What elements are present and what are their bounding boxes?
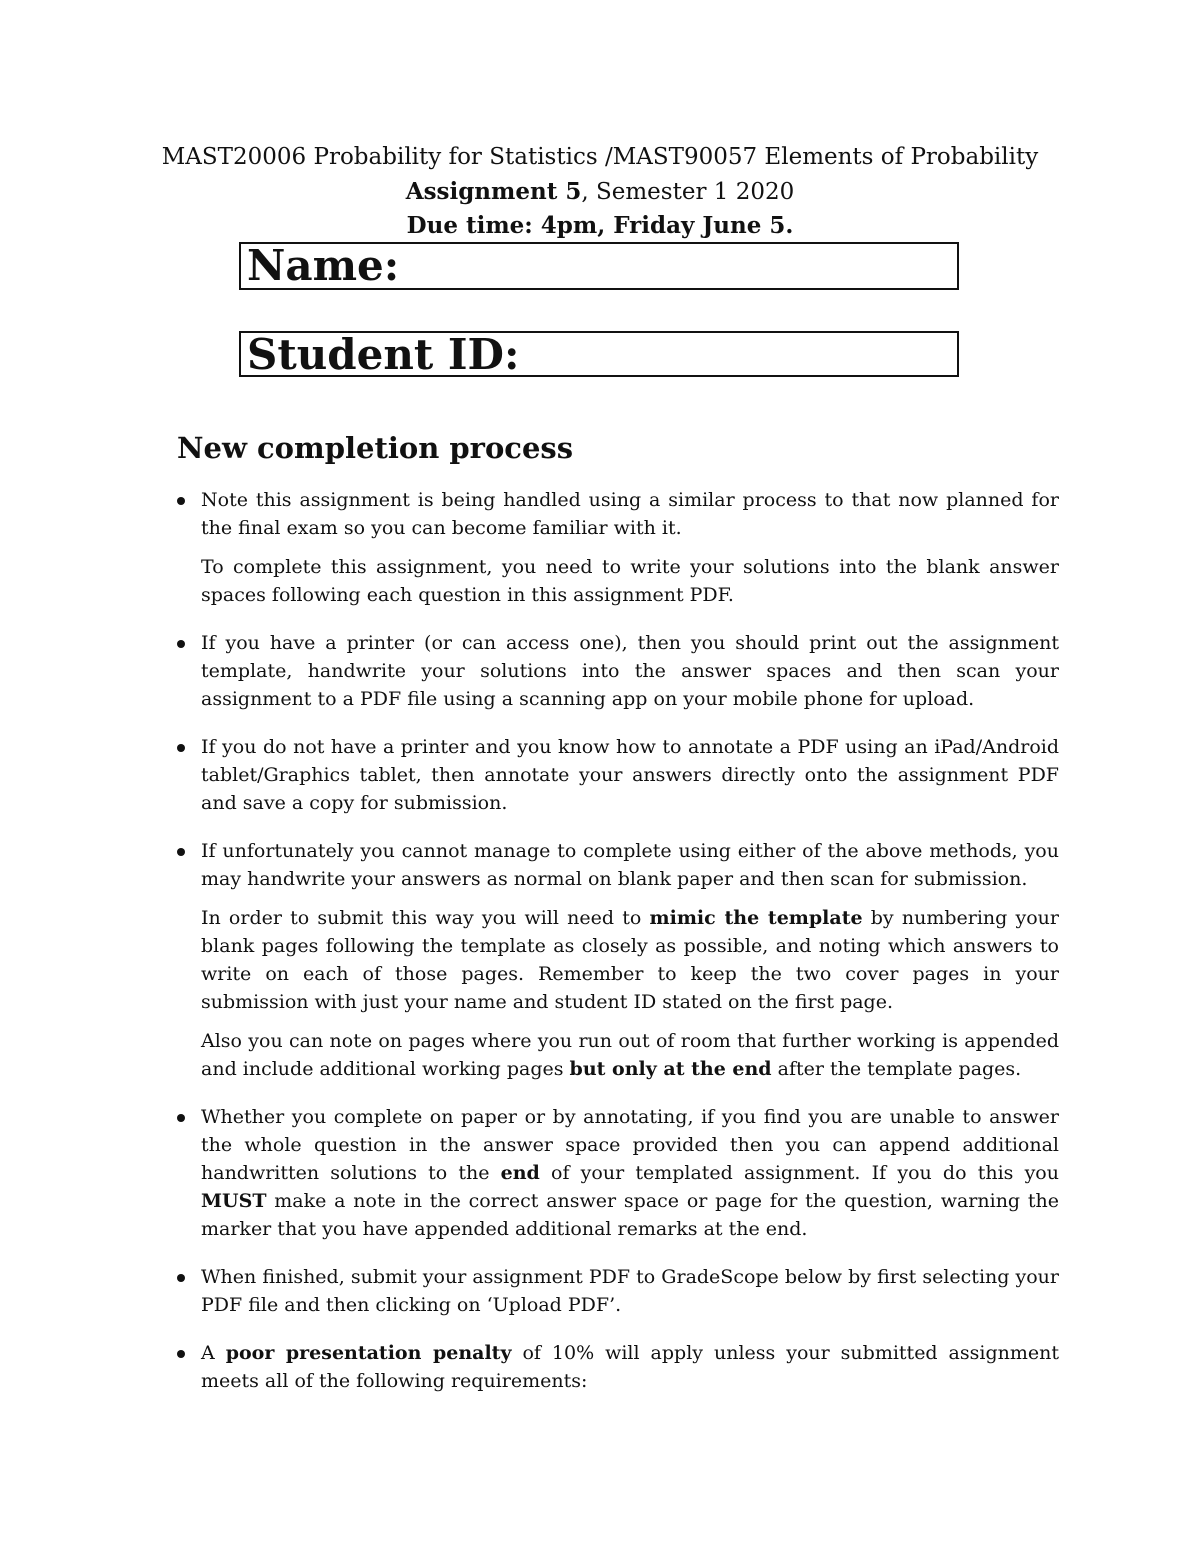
section-title: New completion process [177, 431, 574, 465]
bullet-icon [177, 1350, 185, 1358]
due-time: Due time: 4pm, Friday June 5. [406, 212, 794, 239]
paragraph [201, 904, 1059, 1016]
semester-label: , Semester 1 2020 [581, 179, 795, 205]
bullet-icon [177, 1114, 185, 1122]
bullet-icon [177, 1274, 185, 1282]
paragraph: If you have a printer (or can access one), then you should print out the assignment template, handwrite your solutions into the answer spaces and then scan your assignment to a PDF file using a scanning app on your mobile phone for upload. [201, 632, 1059, 710]
paragraph: If unfortunately you cannot manage to complete using either of the above methods, you may handwrite your answers as normal on blank paper and then scan for submission. [201, 840, 1059, 890]
text-run: of 10% will apply unless your submitted assignment meets all of the following requirements: [201, 1342, 1059, 1392]
name-label: Name: [247, 241, 400, 290]
paragraph: Note this assignment is being handled using a similar process to that now planned for the final exam so you can become familiar with it. [201, 489, 1059, 539]
text-run: Also you can note on pages where you run out of room that further working is appended and include additional working pages [201, 1030, 1059, 1080]
bullet-icon [177, 848, 185, 856]
student-id-label: Student ID: [247, 330, 520, 379]
assignment-label: Assignment 5 [405, 178, 582, 205]
text-run: Whether you complete on paper or by annotating, if you find you are unable to answer the whole question in the answer space provided then you can append additional handwritten solutions to the [201, 1106, 1059, 1184]
paragraph [201, 1027, 1059, 1083]
name-field[interactable] [239, 242, 959, 290]
list-item [177, 733, 1059, 817]
emphasis-text: but only at the end [569, 1058, 772, 1080]
list-item [177, 837, 1059, 1083]
text-run: A [201, 1342, 226, 1364]
list-item [177, 1263, 1059, 1319]
paragraph: When finished, submit your assignment PDF to GradeScope below by first selecting your PDF file and then clicking on ‘Upload PDF’. [201, 1266, 1059, 1316]
paragraph [201, 1103, 1059, 1243]
paragraph: If you do not have a printer and you know how to annotate a PDF using an iPad/Android tablet/Graphics tablet, then annotate your answers directly onto the assignment PDF and save a copy for submission. [201, 736, 1059, 814]
text-run: by numbering your blank pages following the template as closely as possible, and noting which answers to write on each of those pages. Remember to keep the two cover pages in your submission with just your name and student ID stated on the first page. [201, 907, 1059, 1013]
text-run: make a note in the correct answer space or page for the question, warning the marker that you have appended additional remarks at the end. [201, 1190, 1059, 1240]
text-run: In order to submit this way you will need to [201, 907, 650, 929]
assignment-info [0, 177, 1200, 207]
emphasis-text: MUST [201, 1190, 267, 1212]
emphasis-text: end [500, 1162, 540, 1184]
text-run: after the template pages. [771, 1058, 1022, 1080]
bullet-icon [177, 640, 185, 648]
instructions-list [177, 486, 1059, 1415]
bullet-icon [177, 744, 185, 752]
student-id-field[interactable] [239, 331, 959, 377]
list-item [177, 1339, 1059, 1395]
bullet-icon [177, 497, 185, 505]
course-title: MAST20006 Probability for Statistics /MAST90057 Elements of Probability [161, 144, 1039, 170]
text-run: of your templated assignment. If you do this you [539, 1162, 1059, 1184]
emphasis-text: mimic the template [649, 907, 863, 929]
paragraph: To complete this assignment, you need to write your solutions into the blank answer spaces following each question in this assignment PDF. [201, 556, 1059, 606]
list-item [177, 629, 1059, 713]
emphasis-text: poor presentation penalty [225, 1342, 512, 1364]
list-item [177, 1103, 1059, 1243]
paragraph [201, 1339, 1059, 1395]
list-item [177, 486, 1059, 609]
